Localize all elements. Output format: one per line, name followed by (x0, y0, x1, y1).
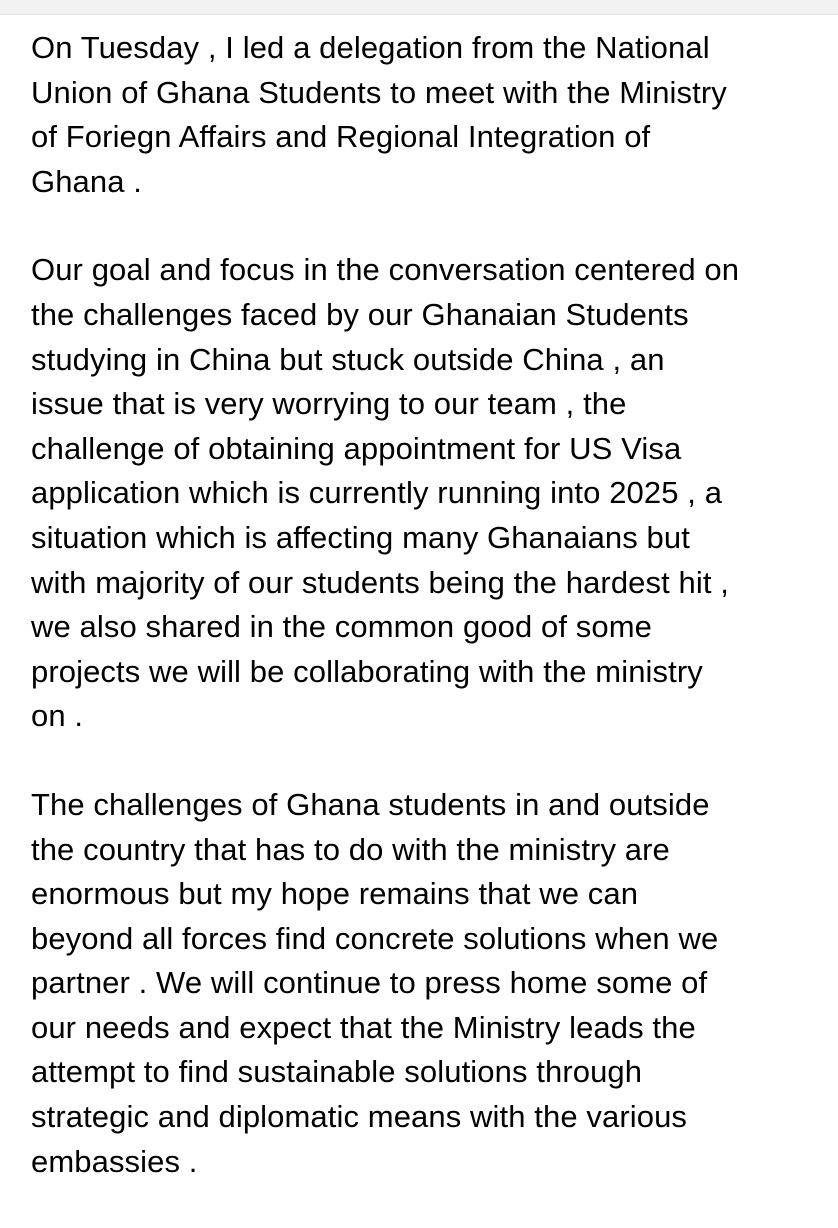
post-paragraph-conclusion: The challenges of Ghana students in and outside the country that has to do with the ministry are enormous but my hope remains that we can beyond all forces find concrete solutions when we partner . We will continue to press home some of our needs and expect that the Ministry leads the attempt to find sustainable solutions through strategic and diplomatic means with the various embassies . (31, 786, 719, 1179)
top-divider (0, 0, 838, 15)
post-paragraph-intro: On Tuesday , I led a delegation from the National Union of Ghana Students to meet with the Ministry of Foriegn Affairs and Regional Integration of Ghana . (31, 30, 727, 199)
post-paragraph-goals: Our goal and focus in the conversation centered on the challenges faced by our Ghanaian Students studying in China but stuck outside China , an issue that is very worrying to our team , the challenge of obtaining appointment for US Visa application which is currently running into 2025 , a situation which is affecting many Ghanaians but with majority of our students being the hardest hit , we also shared in the common good of some projects we will be collaborating with the ministry on . (31, 252, 740, 734)
post-body (31, 26, 831, 1228)
